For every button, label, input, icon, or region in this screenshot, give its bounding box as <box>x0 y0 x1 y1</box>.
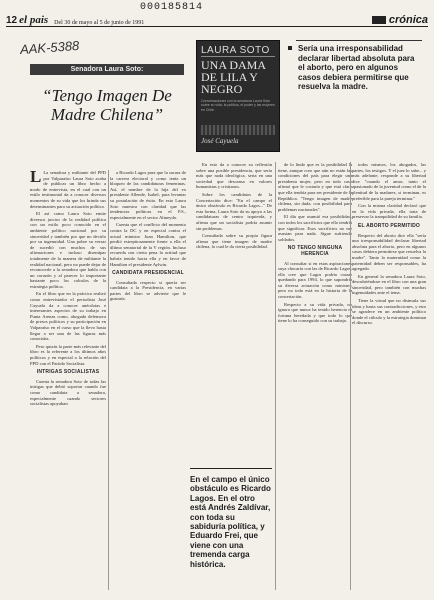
section-name: crónica <box>372 14 428 26</box>
paragraph: Respecto del aborto dice ella "sería una irresponsabilidad declarar libertad absoluta para el aborto, pero en algunos casos debiera permitirse que resuelva la madre". Tanto la maternidad como la paternidad deben ser responsables, ha agregado. <box>352 232 426 272</box>
book-author: LAURA SOTO <box>201 45 275 57</box>
paragraph: En el libro que en la práctica realizó como entrevistador el periodista José Cayuela da a conocer anécdotas e interesantes aspectos de su trabajo en Punta Arenas como, abogada defensora de presos políticos y su participación en Valparaíso en el curso que la llevo hasta llegar a ser una de las figuras más conocidas. <box>30 291 106 342</box>
paragraph: El día que asumió esa posibilidad, con todos los sacrificios que ello tendría que significar. Esos sacrificios no me asustan para nada. Sigue sufriendo soldados. <box>278 214 352 242</box>
paragraph: En esto da a conocer su reflexión sobre una posible presidencia, que sería más que nada ideológica, seria en una sociedad que descansa en valores humanistas y cristianos. <box>196 162 272 190</box>
paragraph: de lo lindo que es la posibilidad la tiene, aunque creo que aún no están las condiciones del país para elegir una presidenta mujer, pero en todo caso afirmó que le costaría y que está claro que ella tendría para ser presidente de la República. "Tengo imagen de madre chilena, sin duda, con posibilidad para problemas nacionales". <box>278 162 352 212</box>
paragraph: Respecto a su vida privada, no ignora que nunca ha tenido herencia ni fortuna heredada y que todo lo que tiene lo ha conseguido con su trabajo. <box>278 301 352 324</box>
article-column-1 <box>30 170 106 590</box>
column-rule <box>275 162 276 590</box>
paragraph <box>30 170 106 209</box>
paragraph: Con la misma claridad declaró que en la vida privada, ella trata de preservar la tranquilidad de su familia. <box>352 203 426 220</box>
archive-number: 000185814 <box>140 2 204 13</box>
subhead-intrigas: INTRIGAS SOCIALISTAS <box>36 369 100 376</box>
pullquote-bottom: En el campo el único obstáculo es Ricardo Lagos. En el otro está Andrés Zaldívar, con toda su sabiduría política, y Eduardo Frei, que viene con una tremenda carga histórica. <box>190 468 272 569</box>
pullquote-top: Sería una irresponsabilidad declarar libertad absoluta para el aborto, pero en algunos casos debiera permitirse que resuelva la madre. <box>298 44 415 92</box>
paragraph: Sobre los candidatos de la Concertación dice: "En el campo el único obstáculo es Ricardo Lagos..." De esta forma, Laura Soto da su apoyo a las candidaturas de centro izquierda, y afirma que un socialista podría asumir sin problemas. <box>196 191 272 231</box>
paragraph: Consultada respecto si quería ser candidata a la Presidencia, en varias partes del libro se advierte que le gustaría. <box>110 279 186 302</box>
paragraph: Consultada sobre su propia figura afirma que tiene imagen de madre chilena, lo cual le da cierta posibilidad. <box>196 233 272 250</box>
paragraph: El así como Laura Soto emite diversos juicios de la realidad política con un estilo poco conocido en el ambiente político nacional por su sinceridad y también por que no decirlo por su ingenuidad. Una pobre su versar de sucedió con muchos de sus afirmaciones e incluso disentipar totalmente de la manera de militante la realidad nacional, pero no puede dejar de reconocerle a la senadora que habla con un corazón y al parecer lo importante bastante poco los calculos de la estrategia política. <box>30 211 106 289</box>
paragraph: Al consultar si en estas aspiraciones suya chocaría con las de Ricardo Lagos, ella cree que Lagos podría cruzar quedando para 1994, lo que supondría su diversa actuación como ministro; pero no todo está en la historia de la concertación. <box>278 260 352 300</box>
paper-name: el pais <box>19 14 49 26</box>
paragraph: Pero quizás la parte más relevante del libro es la referente a los últimos años políticos y en especial a la relación del PPD con el Partido Socialista. <box>30 343 106 366</box>
page-number: 12 <box>6 15 18 26</box>
article-kicker: Senadora Laura Soto: <box>30 64 184 75</box>
drop-cap: L <box>30 170 42 186</box>
paragraph: En general la senadora Laura Soto, descubriéndose en el libro con una gran sinceridad, pero también con muchas ingenuidades ante el tema. <box>352 273 426 296</box>
paragraph: todos mismos, los abogados, las partes, los testigos. Y el juez lo sabe... y más adelante, responde a su libertad dice "cuando el amor, tanto el apasionado de la juventud como el de la plenitud de la madurez, si terminan, es preferible para la pareja terminar." <box>352 162 426 201</box>
issue-date: Del 30 de mayo al 5 de junio de 1991 <box>54 20 145 26</box>
paragraph: Tiene la virtud que no disimula sus ideas y hasta sus contradicciones, y esto se agradece en un ambiente político donde el cálculo y la estrategia dominan el discurso. <box>352 298 426 326</box>
paragraph: Cuenta que el conflicto del momento contra la DC y en especial contra el actual ministro Juan Hamilton, que perdió estrepitosamente frente a ella el último senatorial de la V región. Incluso recuerda con cierta pena la actitud que habría tenido hacia ella y en favor de Hamilton el presidente Aylwin. <box>110 222 186 267</box>
article-headline: “Tengo Imagen De Madre Chilena” <box>42 86 172 124</box>
book-blurb: Conversaciones con la senadora Laura Soto sobre su vida, la política, el poder y las mujeres en Chile. <box>201 99 275 112</box>
book-cover-image <box>196 40 280 152</box>
subhead-candidata: CANDIDATA PRESIDENCIAL <box>112 270 184 277</box>
column-rule <box>350 162 351 590</box>
book-title: UNA DAMA DE LILA Y NEGRO <box>201 58 266 96</box>
column-rule <box>108 170 109 590</box>
archive-code: AAK-5388 <box>19 37 80 58</box>
paragraph: a Ricardo Lagos para que la sacara de la carrera electoral y como tenía un bloqueo de las candidaturas femeninas. Así, el nombre de la hija del ex presidente Allende, Isabel, para levantar su postulación de éxito. En esto Laura Soto muestra con claridad que las tendencias políticas en el P.S., especialmente en el sector Almeyda. <box>110 170 186 220</box>
subhead-aborto: EL ABORTO PERMITIDO <box>357 222 421 229</box>
article-column-3 <box>196 162 272 462</box>
paragraph-text: La senadora y militante del PPD por Valparaíso Laura Soto acaba de publicar un libro hecho a modo de entrevista, en el cual con un estilo testimonial da a conocer diversos momentos de su vida que los brinda sus determinantes para su actuación política. <box>30 170 106 209</box>
article-column-2 <box>110 170 186 590</box>
paragraph: Cuenta la senadora Soto de todas las intrigas que debió soportar cuando fue como candidata a senadora, especialmente cuando sectores socialistas apoyaban <box>30 378 106 407</box>
masthead <box>6 14 428 27</box>
subhead-herencia: NO TENGO NINGUNA HERENCIA <box>287 245 343 257</box>
book-publisher: José Cayuela <box>201 137 239 145</box>
article-column-5 <box>352 162 426 590</box>
article-column-4 <box>278 162 352 590</box>
book-decoration <box>201 125 275 135</box>
pullquote-rule <box>296 40 422 41</box>
